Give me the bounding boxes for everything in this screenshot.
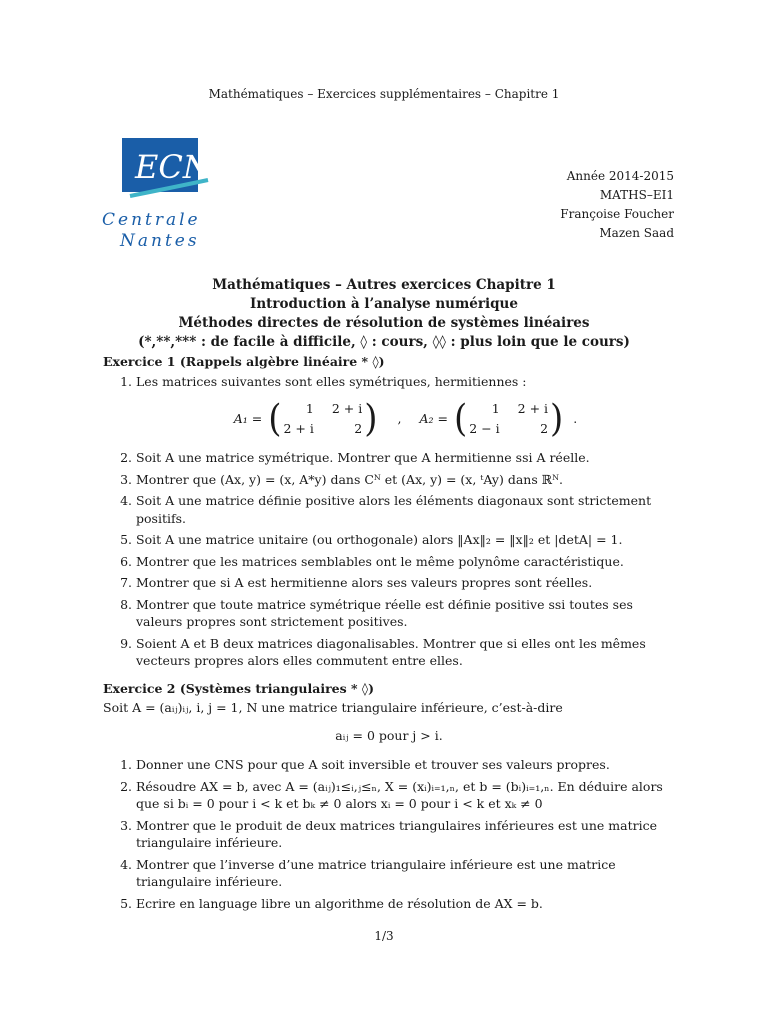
ex2-item-5: 5. Ecrire en language libre un algorithme de résolution de AX = b. bbox=[136, 895, 675, 913]
ex1-item-5: 5. Soit A une matrice unitaire (ou orthogonale) alors ‖Ax‖₂ = ‖x‖₂ et |detA| = 1. bbox=[136, 531, 675, 549]
matrix-A2: ( 1 2 + i 2 − i 2 ) bbox=[454, 396, 564, 441]
matrix-cell: 2 + i bbox=[283, 420, 314, 436]
matrix-cell: 2 − i bbox=[469, 420, 500, 436]
matrix-cell: 2 bbox=[540, 420, 549, 436]
matrix-cell: 2 + i bbox=[517, 401, 549, 416]
academic-year: Année 2014-2015 bbox=[566, 169, 674, 183]
matrix-end-punct: . bbox=[573, 410, 578, 426]
ex1-item-7: 7. Montrer que si A est hermitienne alors ses valeurs propres sont réelles. bbox=[136, 574, 675, 592]
matrix-cell: 2 + i bbox=[331, 401, 363, 416]
matrix-A1-label: A₁ = bbox=[233, 410, 263, 426]
title-block bbox=[0, 276, 768, 352]
svg-text:ECN: ECN bbox=[135, 148, 211, 186]
exercise-1-title: Exercice 1 (Rappels algèbre linéaire * ◊) bbox=[103, 354, 385, 369]
exercise-2-intro: Soit A = (aᵢⱼ)ᵢⱼ, i, j = 1, N une matrice triangulaire inférieure, c’est-à-dire bbox=[103, 700, 563, 715]
ex2-item-3: 3. Montrer que le produit de deux matrices triangulaires inférieures est une matrice triangulaire inférieure. bbox=[136, 817, 675, 852]
ex2-item-1: 1. Donner une CNS pour que A soit inversible et trouver ses valeurs propres. bbox=[136, 756, 675, 774]
ex1-item-1: 1. Les matrices suivantes sont elles symétriques, hermitiennes : A₁ = ( 1 2 + i 2 + i 2 ) , A₂ = ( 1 2 + i 2 − i 2 ) . bbox=[136, 373, 675, 438]
exercise-2-title: Exercice 2 (Systèmes triangulaires * ◊) bbox=[103, 680, 375, 696]
title-line-2: Introduction à l’analyse numérique bbox=[250, 296, 518, 312]
exercise-content bbox=[103, 353, 675, 916]
svg-text:Centrale: Centrale bbox=[102, 210, 201, 230]
matrix-cell: 2 bbox=[354, 420, 363, 436]
ex1-item-2: 2. Soit A une matrice symétrique. Montrer que A hermitienne ssi A réelle. bbox=[136, 449, 675, 467]
ex1-item-3: 3. Montrer que (Ax, y) = (x, A*y) dans Cᴺ et (Ax, y) = (x, ᵗAy) dans ℝᴺ. bbox=[136, 471, 675, 489]
author-2: Mazen Saad bbox=[599, 226, 674, 240]
course-info bbox=[560, 167, 674, 243]
ex1-item-6: 6. Montrer que les matrices semblables ont le même polynôme caractéristique. bbox=[136, 553, 675, 571]
ex2-item-2: 2. Résoudre AX = b, avec A = (aᵢⱼ)₁≤ᵢ,ⱼ≤ₙ, X = (xᵢ)ᵢ₌₁,ₙ, et b = (bᵢ)ᵢ₌₁,ₙ. En déduire alors que si bᵢ = 0 pour i < k et bₖ ≠ 0 alors xᵢ = 0 pour i < k et xₖ ≠ 0 bbox=[136, 778, 675, 813]
svg-text:Nantes: Nantes bbox=[120, 231, 200, 250]
page-number: 1/3 bbox=[374, 929, 394, 943]
matrix-cell: 1 bbox=[491, 401, 500, 416]
matrix-separator: , bbox=[397, 410, 402, 426]
exercise-2-list bbox=[103, 756, 675, 912]
running-head: Mathématiques – Exercices supplémentaires – Chapitre 1 bbox=[208, 87, 560, 101]
author-1: Françoise Foucher bbox=[560, 207, 674, 221]
course-code: MATHS–EI1 bbox=[599, 188, 674, 202]
ex1-item-9: 9. Soient A et B deux matrices diagonalisables. Montrer que si elles ont les mêmes vecteurs propres alors elles commutent entre elles. bbox=[136, 635, 675, 670]
ex1-item-4: 4. Soit A une matrice définie positive alors les éléments diagonaux sont strictement positifs. bbox=[136, 492, 675, 527]
ex2-item-4: 4. Montrer que l’inverse d’une matrice triangulaire inférieure est une matrice triangulaire inférieure. bbox=[136, 856, 675, 891]
exercise-1-list bbox=[103, 373, 675, 670]
exercise-2-display-equation: aᵢⱼ = 0 pour j > i. bbox=[335, 727, 443, 743]
ex1-item-8: 8. Montrer que toute matrice symétrique réelle est définie positive ssi toutes ses valeurs propres sont strictement positives. bbox=[136, 596, 675, 631]
title-line-1: Mathématiques – Autres exercices Chapitre 1 bbox=[212, 277, 556, 293]
matrix-equations bbox=[136, 396, 675, 441]
matrix-A2-label: A₂ = bbox=[419, 410, 448, 426]
matrix-cell: 1 bbox=[305, 401, 314, 416]
centrale-nantes-logo bbox=[100, 130, 220, 250]
matrix-A1: ( 1 2 + i 2 + i 2 ) bbox=[268, 396, 378, 441]
title-line-3: Méthodes directes de résolution de systèmes linéaires bbox=[178, 315, 590, 331]
title-line-4: (*,**,*** : de facile à difficile, ◊ : cours, ◊◊ : plus loin que le cours) bbox=[138, 334, 630, 350]
